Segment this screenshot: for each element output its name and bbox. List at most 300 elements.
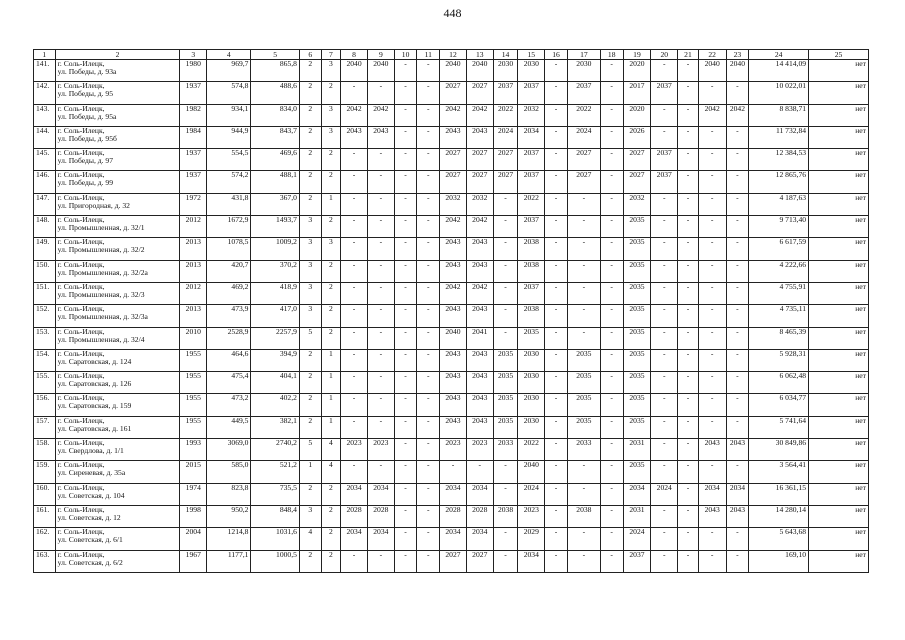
data-cell: - — [545, 439, 568, 461]
data-cell: - — [698, 394, 726, 416]
data-cell: - — [567, 238, 600, 260]
data-cell: 2024 — [567, 126, 600, 148]
column-header-20: 20 — [651, 50, 678, 60]
address-cell — [55, 483, 180, 505]
data-cell: 2035 — [567, 372, 600, 394]
data-cell: - — [726, 394, 749, 416]
data-cell: - — [545, 483, 568, 505]
data-cell: - — [417, 126, 440, 148]
data-cell: 3 — [299, 260, 321, 282]
data-cell: 2043 — [440, 305, 467, 327]
data-cell: - — [567, 528, 600, 550]
data-cell: 2 — [321, 82, 341, 104]
address-street: ул. Промышленная, д. 32/1 — [57, 223, 145, 233]
data-cell: 2 — [321, 483, 341, 505]
address-city: г. Соль-Илецк, — [57, 282, 105, 291]
data-cell: 521,2 — [251, 461, 299, 483]
data-cell: нет — [809, 416, 869, 438]
data-cell: - — [394, 461, 417, 483]
address-street: ул. Победы, д. 95б — [57, 133, 117, 143]
data-cell: - — [678, 305, 699, 327]
data-cell: - — [394, 193, 417, 215]
data-cell: 9 713,40 — [749, 216, 809, 238]
data-cell: - — [493, 282, 518, 304]
data-cell: 2042 — [440, 104, 467, 126]
row-number-cell: 142. — [34, 82, 56, 104]
address-street: ул. Промышленная, д. 32/4 — [57, 334, 145, 344]
data-cell: 6 034,77 — [749, 394, 809, 416]
data-cell: нет — [809, 171, 869, 193]
address-cell — [55, 193, 180, 215]
row-number-cell: 154. — [34, 349, 56, 371]
data-cell: 2023 — [518, 505, 545, 527]
data-cell: - — [651, 305, 678, 327]
data-cell: - — [678, 126, 699, 148]
data-cell: 2013 — [180, 238, 207, 260]
data-cell: - — [698, 238, 726, 260]
data-cell: нет — [809, 327, 869, 349]
row-number-cell: 153. — [34, 327, 56, 349]
data-cell: 2043 — [698, 505, 726, 527]
column-header-6: 6 — [299, 50, 321, 60]
data-cell: - — [678, 483, 699, 505]
data-cell: - — [678, 327, 699, 349]
data-cell: 3 — [321, 238, 341, 260]
data-cell: 735,5 — [251, 483, 299, 505]
data-cell: - — [678, 216, 699, 238]
data-cell: 12 384,53 — [749, 149, 809, 171]
data-cell: - — [417, 461, 440, 483]
data-cell: 1078,5 — [207, 238, 251, 260]
data-cell: - — [567, 282, 600, 304]
data-cell: 3 — [321, 104, 341, 126]
data-cell: 1000,5 — [251, 550, 299, 572]
data-cell: нет — [809, 104, 869, 126]
data-cell: - — [678, 349, 699, 371]
data-cell: 1998 — [180, 505, 207, 527]
row-number-cell: 151. — [34, 282, 56, 304]
data-cell: - — [651, 550, 678, 572]
data-cell: 2042 — [466, 282, 493, 304]
data-cell: 2043 — [726, 505, 749, 527]
table-row — [34, 305, 869, 327]
data-cell: 2038 — [518, 238, 545, 260]
address-city: г. Соль-Илецк, — [57, 327, 105, 336]
address-street: ул. Промышленная, д. 32/2а — [57, 267, 148, 277]
data-cell: - — [600, 104, 623, 126]
data-cell: 1967 — [180, 550, 207, 572]
row-number-cell: 149. — [34, 238, 56, 260]
data-cell: 417,0 — [251, 305, 299, 327]
column-header-24: 24 — [749, 50, 809, 60]
data-cell: - — [394, 305, 417, 327]
data-cell: 969,7 — [207, 60, 251, 82]
data-cell: 2 — [299, 82, 321, 104]
data-cell: 2 — [321, 282, 341, 304]
data-cell: 2027 — [493, 171, 518, 193]
data-cell: - — [545, 394, 568, 416]
data-cell: 574,2 — [207, 171, 251, 193]
table-row — [34, 394, 869, 416]
data-cell: - — [651, 439, 678, 461]
data-cell: 431,8 — [207, 193, 251, 215]
row-number-cell: 158. — [34, 439, 56, 461]
address-cell — [55, 416, 180, 438]
data-cell: нет — [809, 505, 869, 527]
data-cell: - — [417, 349, 440, 371]
data-cell: - — [600, 260, 623, 282]
data-cell: - — [341, 461, 368, 483]
data-cell: 2037 — [567, 82, 600, 104]
data-cell: 2035 — [623, 238, 651, 260]
data-cell: 2028 — [367, 505, 394, 527]
data-cell: - — [493, 260, 518, 282]
data-cell: 2022 — [493, 104, 518, 126]
data-cell: 2 — [299, 126, 321, 148]
data-cell: - — [698, 305, 726, 327]
data-cell: 1 — [321, 416, 341, 438]
data-cell: - — [651, 238, 678, 260]
data-cell: - — [417, 260, 440, 282]
address-city: г. Соль-Илецк, — [57, 126, 105, 135]
address-city: г. Соль-Илецк, — [57, 371, 105, 381]
data-cell: 823,8 — [207, 483, 251, 505]
data-cell: - — [726, 149, 749, 171]
table-body — [34, 60, 869, 573]
data-cell: - — [367, 461, 394, 483]
data-cell: - — [567, 483, 600, 505]
data-cell: - — [545, 60, 568, 82]
data-cell: 475,4 — [207, 372, 251, 394]
data-cell: 12 865,76 — [749, 171, 809, 193]
address-city: г. Соль-Илецк, — [57, 237, 105, 247]
data-cell: 2030 — [518, 372, 545, 394]
data-cell: 2040 — [341, 60, 368, 82]
address-street: ул. Советская, д. 104 — [57, 490, 125, 500]
table-row — [34, 60, 869, 82]
data-cell: 469,6 — [251, 149, 299, 171]
data-cell: 554,5 — [207, 149, 251, 171]
data-cell: 1974 — [180, 483, 207, 505]
data-cell: 1972 — [180, 193, 207, 215]
column-header-9: 9 — [367, 50, 394, 60]
data-cell: - — [567, 193, 600, 215]
data-cell: 2032 — [440, 193, 467, 215]
data-cell: - — [394, 216, 417, 238]
data-cell: 2528,9 — [207, 327, 251, 349]
data-cell: 2038 — [518, 305, 545, 327]
address-city: г. Соль-Илецк, — [57, 104, 105, 113]
address-street: ул. Советская, д. 6/1 — [57, 535, 123, 545]
data-cell: 2038 — [518, 260, 545, 282]
data-cell: 5 741,64 — [749, 416, 809, 438]
data-cell: 2034 — [341, 483, 368, 505]
data-cell: 2035 — [623, 305, 651, 327]
address-street: ул. Победы, д. 99 — [57, 178, 114, 188]
data-cell: нет — [809, 60, 869, 82]
column-header-21: 21 — [678, 50, 699, 60]
data-cell: - — [726, 550, 749, 572]
data-cell: - — [698, 550, 726, 572]
data-cell: нет — [809, 126, 869, 148]
data-cell: - — [417, 216, 440, 238]
data-cell: - — [493, 327, 518, 349]
data-cell: 1955 — [180, 394, 207, 416]
data-cell: 5 643,68 — [749, 528, 809, 550]
data-cell: - — [651, 461, 678, 483]
data-cell: 1980 — [180, 60, 207, 82]
address-city: г. Соль-Илецк, — [57, 59, 105, 68]
data-cell: 1 — [321, 349, 341, 371]
data-cell: 2027 — [466, 171, 493, 193]
column-header-5: 5 — [251, 50, 299, 60]
data-cell: - — [600, 327, 623, 349]
address-city: г. Соль-Илецк, — [57, 438, 105, 448]
data-cell: 169,10 — [749, 550, 809, 572]
data-cell: 8 465,39 — [749, 327, 809, 349]
data-cell: 2020 — [623, 104, 651, 126]
data-cell: 4 — [299, 528, 321, 550]
data-cell: 2 — [299, 372, 321, 394]
data-cell: нет — [809, 372, 869, 394]
address-street: ул. Саратовская, д. 126 — [57, 379, 132, 389]
data-cell: - — [545, 528, 568, 550]
data-cell: 2037 — [518, 149, 545, 171]
data-cell: 30 849,86 — [749, 439, 809, 461]
data-cell: 2035 — [623, 282, 651, 304]
data-cell: 2 — [321, 216, 341, 238]
data-cell: - — [545, 216, 568, 238]
data-cell: - — [600, 528, 623, 550]
data-cell: - — [367, 349, 394, 371]
data-cell: 2035 — [567, 349, 600, 371]
data-cell: 2035 — [623, 416, 651, 438]
data-cell: 2 — [321, 528, 341, 550]
data-cell: - — [367, 149, 394, 171]
table-row — [34, 550, 869, 572]
data-cell: - — [726, 461, 749, 483]
data-cell: - — [698, 327, 726, 349]
data-cell: - — [726, 349, 749, 371]
address-city: г. Соль-Илецк, — [57, 505, 105, 514]
data-cell: 2020 — [623, 60, 651, 82]
address-cell — [55, 82, 180, 104]
data-cell: - — [698, 528, 726, 550]
data-cell: - — [417, 149, 440, 171]
address-city: г. Соль-Илецк, — [57, 483, 105, 492]
data-cell: 2037 — [518, 171, 545, 193]
data-cell: 2034 — [698, 483, 726, 505]
data-cell: - — [678, 505, 699, 527]
data-cell: - — [651, 216, 678, 238]
address-cell — [55, 305, 180, 327]
data-cell: 2030 — [518, 349, 545, 371]
data-cell: - — [698, 461, 726, 483]
data-cell: - — [698, 349, 726, 371]
data-cell: 934,1 — [207, 104, 251, 126]
data-cell: - — [726, 305, 749, 327]
data-cell: - — [600, 149, 623, 171]
address-cell — [55, 149, 180, 171]
data-cell: - — [600, 171, 623, 193]
data-cell: - — [417, 550, 440, 572]
data-cell: - — [341, 260, 368, 282]
data-cell: - — [341, 82, 368, 104]
data-cell: 370,2 — [251, 260, 299, 282]
column-header-14: 14 — [493, 50, 518, 60]
data-cell: 2010 — [180, 327, 207, 349]
data-cell: - — [545, 193, 568, 215]
data-cell: - — [394, 260, 417, 282]
column-header-17: 17 — [567, 50, 600, 60]
data-cell: - — [726, 327, 749, 349]
row-number-cell: 161. — [34, 505, 56, 527]
data-cell: - — [394, 60, 417, 82]
data-cell: 2023 — [466, 439, 493, 461]
table-row — [34, 282, 869, 304]
data-cell: - — [698, 149, 726, 171]
table-row — [34, 483, 869, 505]
address-city: г. Соль-Илецк, — [57, 260, 105, 269]
data-cell: - — [367, 82, 394, 104]
data-cell: - — [417, 327, 440, 349]
data-cell: - — [726, 216, 749, 238]
data-cell: 2037 — [518, 282, 545, 304]
data-cell: - — [341, 282, 368, 304]
data-cell: 2043 — [466, 238, 493, 260]
data-cell: - — [417, 372, 440, 394]
data-cell: 473,2 — [207, 394, 251, 416]
address-cell — [55, 550, 180, 572]
data-cell: - — [567, 260, 600, 282]
data-cell: - — [698, 216, 726, 238]
data-cell: 2022 — [567, 104, 600, 126]
data-cell: 1982 — [180, 104, 207, 126]
data-cell: 2037 — [651, 171, 678, 193]
data-cell: 16 361,15 — [749, 483, 809, 505]
data-cell: 2043 — [466, 260, 493, 282]
address-street: ул. Саратовская, д. 159 — [57, 401, 132, 411]
data-cell: 2027 — [567, 149, 600, 171]
data-cell: 1993 — [180, 439, 207, 461]
data-cell: нет — [809, 193, 869, 215]
data-cell: 2037 — [518, 216, 545, 238]
data-cell: - — [545, 238, 568, 260]
data-cell: 6 062,48 — [749, 372, 809, 394]
data-cell: 2027 — [493, 149, 518, 171]
table-row — [34, 372, 869, 394]
data-cell: - — [545, 171, 568, 193]
data-cell: нет — [809, 216, 869, 238]
data-cell: 3 — [299, 505, 321, 527]
data-cell: 2030 — [518, 60, 545, 82]
data-cell: - — [600, 483, 623, 505]
data-cell: - — [341, 327, 368, 349]
address-cell — [55, 528, 180, 550]
data-cell: 2024 — [518, 483, 545, 505]
data-cell: - — [493, 528, 518, 550]
table-row — [34, 149, 869, 171]
data-cell: 1009,2 — [251, 238, 299, 260]
data-cell: - — [651, 528, 678, 550]
data-cell: - — [417, 305, 440, 327]
data-cell: - — [678, 171, 699, 193]
data-cell: - — [545, 104, 568, 126]
data-cell: - — [678, 238, 699, 260]
data-cell: 2043 — [440, 260, 467, 282]
address-cell — [55, 104, 180, 126]
data-cell: нет — [809, 461, 869, 483]
data-cell: 3 — [299, 238, 321, 260]
data-cell: 2740,2 — [251, 439, 299, 461]
data-cell: 2034 — [518, 550, 545, 572]
data-cell: 2042 — [440, 282, 467, 304]
data-cell: 950,2 — [207, 505, 251, 527]
row-number-cell: 148. — [34, 216, 56, 238]
data-cell: - — [367, 394, 394, 416]
data-cell: 2024 — [623, 528, 651, 550]
address-cell — [55, 60, 180, 82]
data-cell: - — [545, 82, 568, 104]
data-cell: нет — [809, 439, 869, 461]
data-cell: 3 564,41 — [749, 461, 809, 483]
data-cell: 2034 — [623, 483, 651, 505]
data-cell: - — [341, 238, 368, 260]
column-header-23: 23 — [726, 50, 749, 60]
data-cell: 2034 — [726, 483, 749, 505]
data-cell: - — [678, 104, 699, 126]
data-cell: - — [417, 439, 440, 461]
table-row — [34, 349, 869, 371]
data-cell: 2024 — [493, 126, 518, 148]
data-cell: - — [367, 171, 394, 193]
data-cell: 2 — [321, 171, 341, 193]
data-cell: 2 — [299, 483, 321, 505]
data-cell: - — [394, 528, 417, 550]
data-cell: 2042 — [698, 104, 726, 126]
column-header-18: 18 — [600, 50, 623, 60]
data-cell: - — [545, 372, 568, 394]
data-cell: - — [726, 193, 749, 215]
table-row — [34, 126, 869, 148]
data-cell: 2257,9 — [251, 327, 299, 349]
data-cell: 2035 — [567, 416, 600, 438]
data-cell: - — [651, 394, 678, 416]
address-cell — [55, 282, 180, 304]
data-cell: 2037 — [623, 550, 651, 572]
data-cell: - — [394, 104, 417, 126]
address-street: ул. Советская, д. 12 — [57, 512, 121, 522]
data-cell: - — [341, 349, 368, 371]
address-cell — [55, 327, 180, 349]
data-cell: нет — [809, 528, 869, 550]
data-cell: 382,1 — [251, 416, 299, 438]
data-cell: 2040 — [698, 60, 726, 82]
data-cell: 2034 — [440, 528, 467, 550]
data-cell: 2034 — [367, 528, 394, 550]
data-cell: - — [493, 550, 518, 572]
data-cell: 2043 — [466, 372, 493, 394]
data-cell: 1672,9 — [207, 216, 251, 238]
data-cell: 2 — [299, 394, 321, 416]
column-header-7: 7 — [321, 50, 341, 60]
data-cell: 473,9 — [207, 305, 251, 327]
data-cell: 2035 — [623, 327, 651, 349]
data-cell: - — [651, 282, 678, 304]
data-cell: 2043 — [440, 416, 467, 438]
data-cell: 834,0 — [251, 104, 299, 126]
data-cell: - — [341, 394, 368, 416]
